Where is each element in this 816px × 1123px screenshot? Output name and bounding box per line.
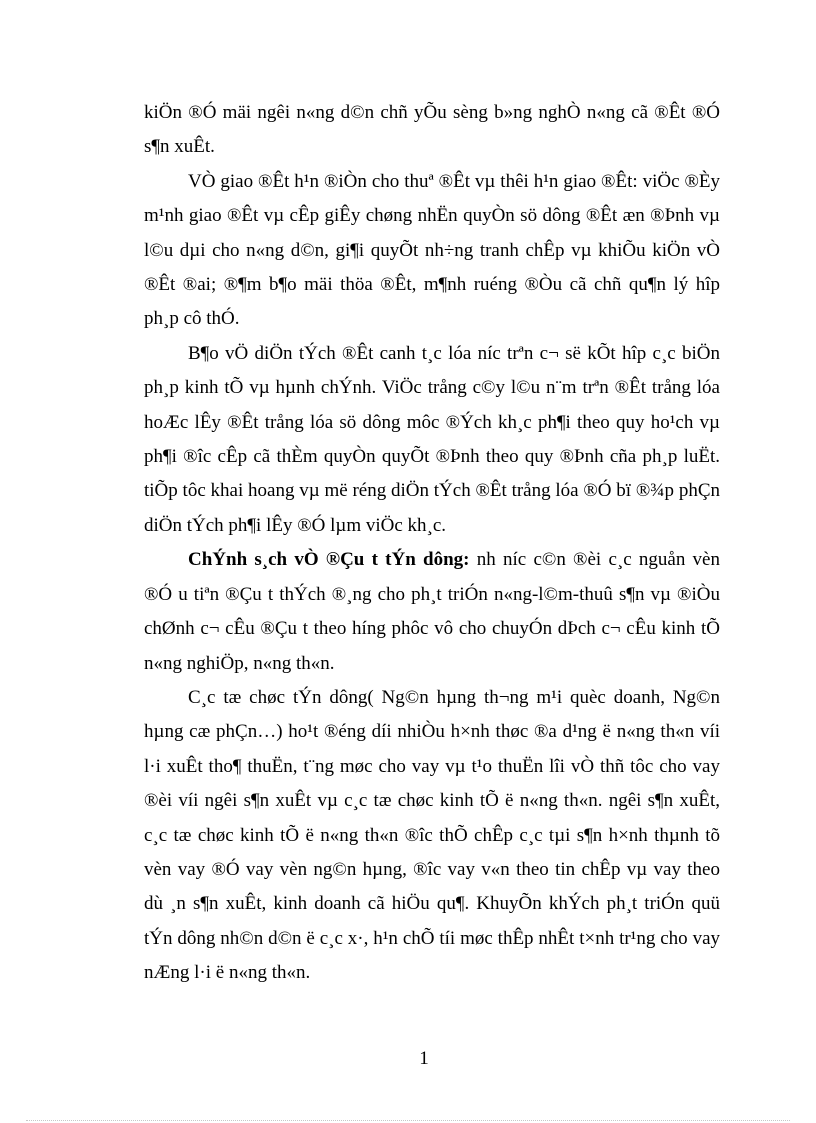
page-number: 1 xyxy=(419,1048,429,1069)
paragraph xyxy=(144,543,720,681)
paragraph xyxy=(144,337,720,543)
paragraph-text: nh níc c©n ®èi c¸c nguån vèn ®Ó u tiªn ®Çu t thÝch ®¸ng cho ph¸t triÓn n«ng-l©m-thuû s¶n vµ ®iÒu chØnh c¬ cÊu ®Çu t theo híng phôc vô cho chuyÓn dÞch c¬ cÊu kinh tÕ n«ng nghiÖp, n«ng th«n. xyxy=(144,549,720,674)
paragraph xyxy=(144,96,720,165)
paragraph-text: VÒ giao ®Êt h¹n ®iÒn cho thuª ®Êt vµ thêi h¹n giao ®Êt: viÖc ®Èy m¹nh giao ®Êt vµ cÊp giÊy chøng nhËn quyÒn sö dông ®Êt æn ®Þnh vµ l©u dµi cho n«ng d©n, gi¶i quyÕt nh÷ng tranh chÊp vµ khiÕu kiÖn vÒ ®Êt ®ai; ®¶m b¶o mäi thöa ®Êt, m¶nh ruéng ®Òu cã chñ qu¶n lý hîp ph¸p cô thÓ. xyxy=(144,170,720,330)
paragraph-heading: ChÝnh s¸ch vÒ ®Çu t tÝn dông: xyxy=(188,549,470,571)
paragraph xyxy=(144,681,720,991)
paragraph xyxy=(144,165,720,337)
paragraph-text: C¸c tæ chøc tÝn dông( Ng©n hµng th¬ng m¹i quèc doanh, Ng©n hµng cæ phÇn…) ho¹t ®éng díi nhiÒu h×nh thøc ®a d¹ng ë n«ng th«n víi l·i xuÊt tho¶ thuËn, t¨ng møc cho vay vµ t¹o thuËn lîi vÒ thñ tôc cho vay ®èi víi ngêi s¶n xuÊt vµ c¸c tæ chøc kinh tÕ ë n«ng th«n. ngêi s¶n xuÊt, c¸c tæ chøc kinh tÕ ë n«ng th«n ®îc thÕ chÊp c¸c tµi s¶n h×nh thµnh tõ vèn vay ®Ó vay vèn ng©n hµng, ®îc vay v«n theo tin chÊp vµ vay theo dù ¸n s¶n xuÊt, kinh doanh cã hiÖu qu¶. KhuyÕn khÝch ph¸t triÓn quü tÝn dông nh©n d©n ë c¸c x·, h¹n chÕ tíi møc thÊp nhÊt t×nh tr¹ng cho vay nÆng l·i ë n«ng th«n. xyxy=(144,686,720,984)
body-text xyxy=(144,96,720,991)
paragraph-text: B¶o vÖ diÖn tÝch ®Êt canh t¸c lóa níc trªn c¬ së kÕt hîp c¸c biÖn ph¸p kinh tÕ vµ hµnh chÝnh. ViÖc trång c©y l©u n¨m trªn ®Êt trång lóa hoÆc lÊy ®Êt trång lóa sö dông môc ®Ých kh¸c ph¶i theo quy ho¹ch vµ ph¶i ®îc cÊp cã thÈm quyÒn quyÕt ®Þnh theo quy ®Þnh cña ph¸p luËt. tiÕp tôc khai hoang vµ më réng diÖn tÝch ®Êt trång lóa ®Ó bï ®¾p phÇn diÖn tÝch ph¶i lÊy ®Ó lµm viÖc kh¸c. xyxy=(144,342,720,536)
paragraph-text: kiÖn ®Ó mäi ngêi n«ng d©n chñ yÕu sèng b»ng nghÒ n«ng cã ®Êt ®Ó s¶n xuÊt. xyxy=(144,102,720,158)
page-bottom-rule xyxy=(26,1120,790,1121)
